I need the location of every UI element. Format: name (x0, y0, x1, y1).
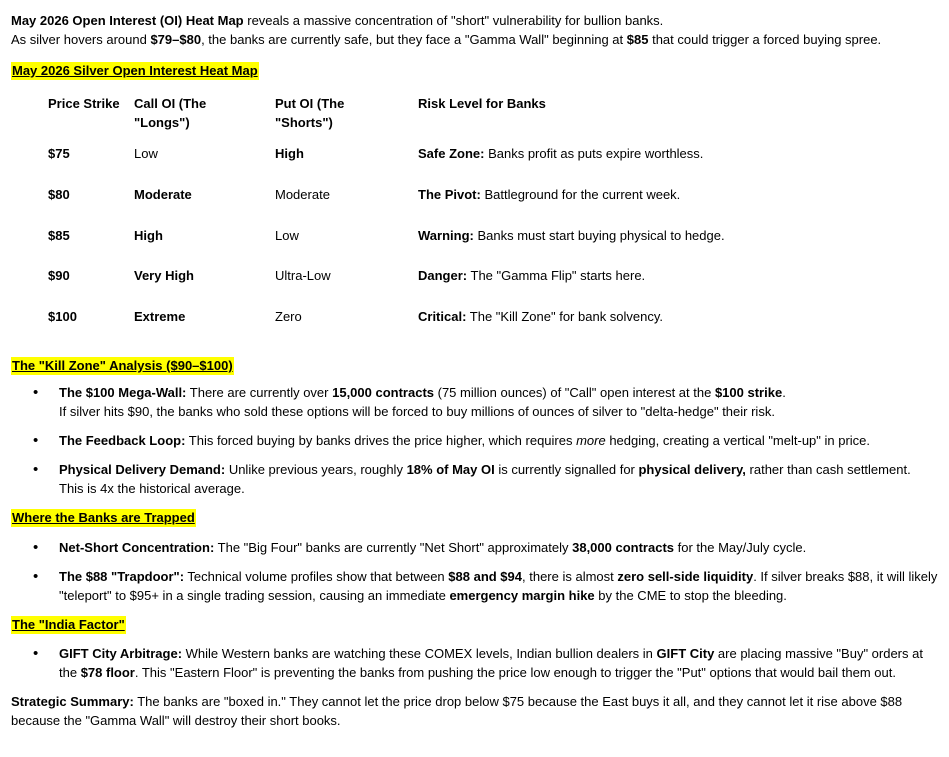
put-oi-cell: Low (275, 227, 299, 243)
bullet-label: The $100 Mega-Wall: (59, 384, 187, 400)
risk-text: Banks profit as puts expire worthless. (484, 146, 704, 161)
table-row (41, 266, 732, 307)
bullet-emphasis: $88 and $94 (448, 568, 522, 584)
bullet-emphasis: emergency margin hike (449, 587, 595, 603)
summary-label: Strategic Summary: (11, 693, 134, 709)
summary-text: The banks are "boxed in." They cannot let the price drop below $75 because the East buys it all, and they cannot let it rise above $88 because the "Gamma Wall" will destroy their short books. (11, 693, 903, 728)
bullet-text: rather than cash settlement. (745, 461, 911, 477)
bullet-emphasis: 38,000 contracts (572, 539, 675, 555)
intro-line-2 (11, 30, 941, 49)
risk-cell (411, 185, 732, 226)
india-heading: The "India Factor" (12, 616, 125, 632)
strategic-summary (11, 692, 941, 730)
risk-text: The "Gamma Flip" starts here. (467, 268, 646, 284)
strike-cell: $80 (48, 186, 70, 202)
column-header: Call OI (The "Longs") (134, 96, 207, 130)
bullet-text: This forced buying by banks drives the price higher, which requires (185, 432, 577, 448)
bullet-text: Unlike previous years, roughly (225, 461, 407, 477)
risk-label: The Pivot: (418, 186, 481, 202)
kill-zone-heading-line (11, 356, 941, 375)
bullet-text: The "Big Four" banks are currently "Net Short" approximately (214, 539, 573, 555)
intro-text: As silver hovers around (11, 32, 151, 47)
bullet-text: hedging, creating a vertical "melt-up" in price. (605, 432, 871, 448)
trapped-list (11, 538, 941, 605)
bullet-text: by the CME to stop the bleeding. (594, 587, 787, 603)
list-item (11, 644, 941, 682)
trapped-section (11, 508, 941, 605)
put-oi-cell: High (275, 146, 304, 161)
intro-price-range: $79–$80 (150, 32, 202, 47)
bullet-emphasis: 18% of May OI (406, 461, 495, 477)
bullet-text: Technical volume profiles show that between (184, 568, 449, 584)
intro-gamma-level: $85 (626, 32, 649, 47)
bullet-text: . (782, 384, 786, 400)
table-row (41, 226, 732, 267)
risk-label: Critical: (418, 309, 467, 325)
india-heading-line (11, 615, 941, 634)
table-row (41, 185, 732, 226)
table-header-row (41, 94, 732, 144)
bullet-label: The $88 "Trapdoor": (59, 568, 185, 584)
kill-zone-list (11, 383, 941, 498)
bullet-text: (75 million ounces) of "Call" open interest at the (434, 384, 715, 400)
intro-title: May 2026 Open Interest (OI) Heat Map (11, 13, 244, 28)
bullet-emphasis: zero sell-side liquidity (617, 568, 754, 584)
intro-text: that could trigger a forced buying spree. (648, 32, 882, 47)
column-header: Price Strike (48, 96, 120, 111)
risk-text: Battleground for the current week. (480, 186, 681, 202)
table-row (41, 144, 732, 185)
list-item (11, 383, 941, 421)
kill-zone-heading: The "Kill Zone" Analysis ($90–$100) (12, 357, 233, 373)
bullet-emphasis: more (576, 432, 606, 448)
list-item (11, 431, 941, 450)
risk-cell (411, 226, 732, 267)
document (11, 11, 941, 730)
bullet-text: are placing massive "Buy" orders at the (59, 645, 923, 680)
intro-text: , the banks are currently safe, but they face a "Gamma Wall" beginning at (201, 32, 627, 47)
list-item (11, 460, 941, 498)
strike-cell: $75 (48, 146, 70, 161)
risk-label: Danger: (418, 268, 468, 284)
intro (11, 11, 941, 49)
table-row (41, 307, 732, 348)
risk-text: Banks must start buying physical to hedge. (473, 227, 725, 243)
call-oi-cell: High (134, 227, 163, 243)
bullet-label: The Feedback Loop: (59, 432, 186, 448)
intro-line-1-text: reveals a massive concentration of "short" vulnerability for bullion banks. (243, 13, 664, 28)
bullet-emphasis: physical delivery, (638, 461, 746, 477)
heatmap-table (41, 94, 732, 348)
risk-cell (411, 144, 732, 185)
bullet-label: Net-Short Concentration: (59, 539, 215, 555)
call-oi-cell: Very High (134, 268, 194, 284)
risk-label: Warning: (418, 227, 474, 243)
risk-cell (411, 266, 732, 307)
put-oi-cell: Zero (275, 309, 302, 325)
kill-zone-section (11, 356, 941, 498)
column-header: Risk Level for Banks (418, 96, 546, 111)
strike-cell: $85 (48, 227, 70, 243)
put-oi-cell: Moderate (275, 186, 330, 202)
bullet-label: GIFT City Arbitrage: (59, 645, 183, 661)
bullet-label: Physical Delivery Demand: (59, 461, 226, 477)
heatmap-heading-line (11, 61, 941, 80)
bullet-text: for the May/July cycle. (674, 539, 807, 555)
intro-line-1 (11, 11, 941, 30)
strike-cell: $90 (48, 268, 70, 284)
india-list (11, 644, 941, 682)
bullet-text: If silver hits $90, the banks who sold these options will be forced to buy millions of ounces of silver to "delta-hedge" their risk. (59, 403, 775, 419)
risk-cell (411, 307, 732, 348)
bullet-text: , there is almost (522, 568, 618, 584)
trapped-heading: Where the Banks are Trapped (12, 509, 195, 525)
call-oi-cell: Low (134, 146, 158, 161)
risk-text: The "Kill Zone" for bank solvency. (466, 309, 664, 325)
column-header: Put OI (The "Shorts") (275, 96, 345, 130)
bullet-text: While Western banks are watching these COMEX levels, Indian bullion dealers in (182, 645, 657, 661)
list-item (11, 538, 941, 557)
risk-label: Safe Zone: (418, 146, 485, 161)
strike-cell: $100 (48, 309, 77, 325)
bullet-emphasis: GIFT City (656, 645, 715, 661)
trapped-heading-line (11, 508, 941, 527)
list-item (11, 567, 941, 605)
heatmap-heading: May 2026 Silver Open Interest Heat Map (12, 63, 258, 78)
bullet-emphasis: $100 strike (714, 384, 783, 400)
bullet-text: is currently signalled for (494, 461, 639, 477)
call-oi-cell: Moderate (134, 186, 192, 202)
bullet-text: . If silver breaks $88, it will likely "teleport" to $95+ in a single trading session, causing an immediate (59, 568, 938, 603)
bullet-text: There are currently over (186, 384, 333, 400)
call-oi-cell: Extreme (134, 309, 186, 325)
bullet-text: . This "Eastern Floor" is preventing the banks from pushing the price low enough to trigger the "Put" options that would bail them out. (134, 664, 896, 680)
bullet-emphasis: $78 floor (80, 664, 135, 680)
bullet-text: This is 4x the historical average. (59, 480, 245, 496)
put-oi-cell: Ultra-Low (275, 268, 331, 284)
bullet-emphasis: 15,000 contracts (332, 384, 435, 400)
india-section (11, 615, 941, 682)
